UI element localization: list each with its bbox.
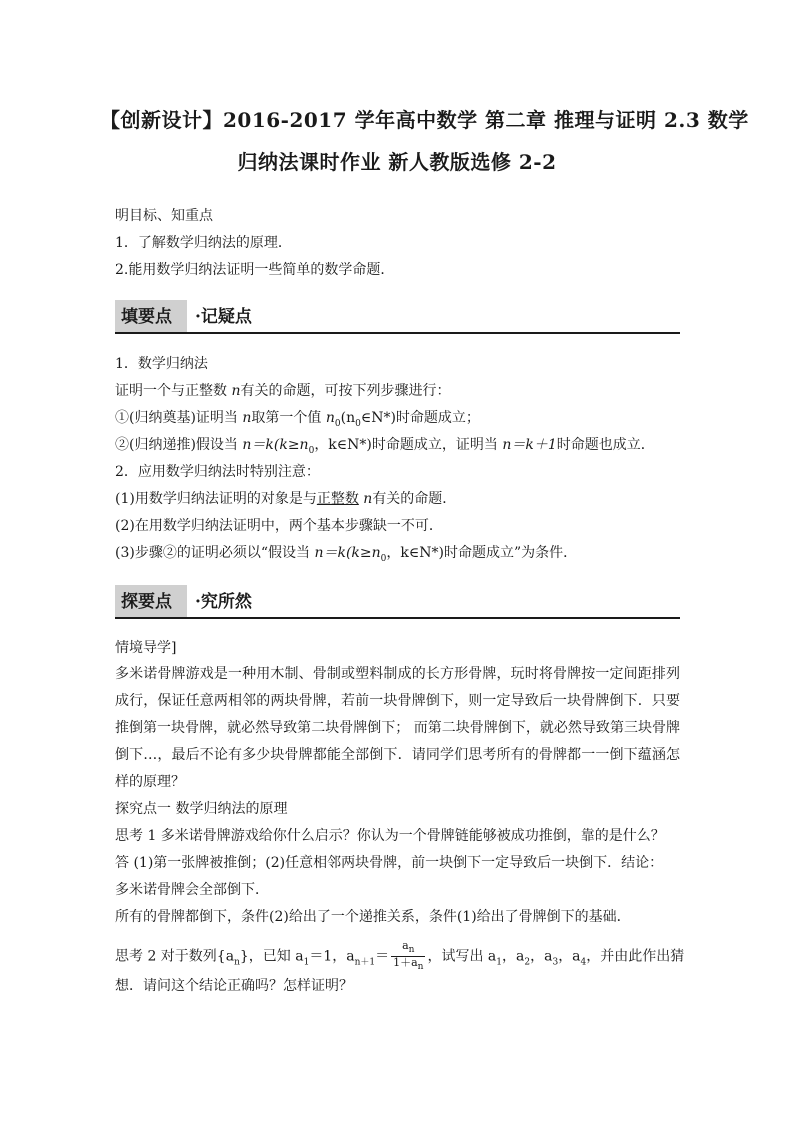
answer-line: 所有的骨牌都倒下，条件(2)给出了一个递推关系，条件(1)给出了骨牌倒下的基础． bbox=[115, 909, 631, 925]
think-1: 思考 1 多米诺骨牌游戏给你什么启示？你认为一个骨牌链能够被成功推倒，靠的是什么？ bbox=[115, 828, 665, 844]
section-rule bbox=[115, 332, 680, 334]
document-title-line-1: 【创新设计】2016-2017 学年高中数学 第二章 推理与证明 2.3 数学 bbox=[100, 108, 749, 132]
section-tag: 填要点 bbox=[115, 300, 187, 334]
section-banner-fill-points bbox=[115, 300, 680, 334]
fraction: $\frac{a_n}{1+a_n}$ bbox=[393, 939, 424, 973]
paragraph-line: 推倒第一块骨牌，就必然导致第二块骨牌倒下； 而第二块骨牌倒下，就必然导致第三块骨牌 bbox=[115, 720, 680, 736]
section-subtitle: ·记疑点 bbox=[195, 307, 252, 327]
point-1-text: 证明一个与正整数 n有关的命题，可按下列步骤进行： bbox=[115, 383, 451, 399]
goals-heading: 明目标、知重点 bbox=[115, 208, 213, 224]
note-1-text: (1)用数学归纳法证明的对象是与正整数 n有关的命题． bbox=[115, 491, 457, 507]
paragraph-line: 成行，保证任意两相邻的两块骨牌，若前一块骨牌倒下，则一定导致后一块骨牌倒下．只要 bbox=[115, 693, 680, 709]
note-2-text: (2)在用数学归纳法证明中，两个基本步骤缺一不可． bbox=[115, 518, 443, 534]
answer-line: 多米诺骨牌会全部倒下． bbox=[115, 882, 269, 898]
think-2-cont: 想．请问这个结论正确吗？怎样证明？ bbox=[115, 978, 353, 994]
paragraph-line: 倒下…，最后不论有多少块骨牌都能全部倒下．请同学们思考所有的骨牌都一一倒下蕴涵怎 bbox=[115, 747, 680, 763]
document-title-line-2: 归纳法课时作业 新人教版选修 2-2 bbox=[237, 150, 557, 174]
section-rule bbox=[115, 617, 680, 619]
think-2: 思考 2 对于数列$\{a_n\}$，已知 $a_1=1$，$a_{n+1}=$ $\frac{a_n}{1+a_n}$ ，试写出 $a_1$，$a_2$，$a_3$，$a_4$，并由此作出猜 bbox=[115, 939, 685, 973]
explore-heading: 探究点一 数学归纳法的原理 bbox=[115, 801, 288, 817]
section-subtitle: ·究所然 bbox=[195, 592, 252, 612]
point-1-heading: 1．数学归纳法 bbox=[115, 356, 208, 372]
step-2-text: ②(归纳递推)假设当 $n=k(k\ge n_0$，k∈N*)时命题成立，证明当 n＝k＋1时命题也成立． bbox=[115, 437, 655, 456]
goal-item-2: 2.能用数学归纳法证明一些简单的数学命题． bbox=[115, 262, 395, 278]
answer-line: 答 (1)第一张牌被推倒；(2)任意相邻两块骨牌，前一块倒下一定导致后一块倒下．结论： bbox=[115, 855, 664, 871]
paragraph-line: 样的原理？ bbox=[115, 774, 185, 790]
paragraph-line: 多米诺骨牌游戏是一种用木制、骨制或塑料制成的长方形骨牌，玩时将骨牌按一定间距排列 bbox=[115, 666, 680, 682]
step-1-text: ①(归纳奠基)证明当 n取第一个值 $n_0(n_0\in N*)$时命题成立； bbox=[115, 410, 480, 429]
section-banner-explore bbox=[115, 585, 680, 619]
note-3-text: (3)步骤②的证明必须以“假设当 $n=k(k\ge n_0$，k∈N*)时命题成立”为条件． bbox=[115, 545, 578, 564]
intro-heading: 情境导学] bbox=[115, 640, 177, 656]
goal-item-1: 1．了解数学归纳法的原理． bbox=[115, 235, 292, 251]
point-2-heading: 2．应用数学归纳法时特别注意： bbox=[115, 464, 320, 480]
section-tag: 探要点 bbox=[115, 585, 187, 619]
